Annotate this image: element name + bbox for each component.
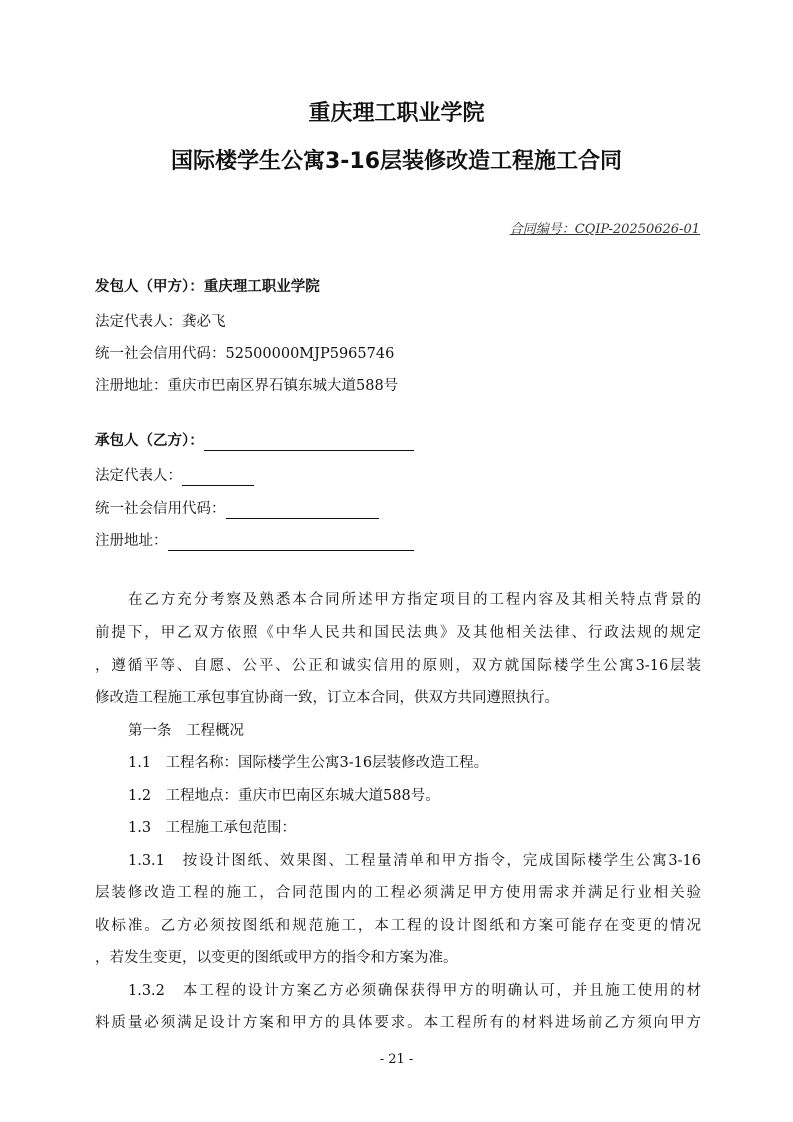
body-line: 1.3.2 本工程的设计方案乙方必须确保获得甲方的明确认可，并且施工使用的材 <box>128 983 701 999</box>
body-line: ，遵循平等、自愿、公平、公正和诚实信用的原则，双方就国际楼学生公寓3-16层装 <box>95 658 701 674</box>
body-line: ，若发生变更，以变更的图纸或甲方的指令和方案为准。 <box>95 950 458 966</box>
article-heading: 第一条 工程概况 <box>128 723 244 739</box>
party-b-rep-label: 法定代表人： <box>95 468 182 484</box>
party-a-rep: 法定代表人：龚必飞 <box>95 314 226 330</box>
body-line: 前提下，甲乙双方依照《中华人民共和国民法典》及其他相关法律、行政法规的规定 <box>95 625 701 641</box>
body-line: 在乙方充分考察及熟悉本合同所述甲方指定项目的工程内容及其相关特点背景的 <box>128 592 701 608</box>
party-a-address: 注册地址：重庆市巴南区界石镇东城大道588号 <box>95 378 399 394</box>
party-b-address-blank <box>168 534 414 551</box>
party-b-credit-blank <box>226 502 379 519</box>
party-b-credit <box>95 499 701 519</box>
party-b-address <box>95 531 701 551</box>
party-b-rep <box>95 466 701 486</box>
party-b-heading-label: 承包人（乙方）： <box>95 433 204 449</box>
title-institution: 重庆理工职业学院 <box>308 101 485 126</box>
party-b-heading <box>95 431 701 451</box>
body-line: 1.2 工程地点：重庆市巴南区东城大道588号。 <box>128 788 440 804</box>
body-line: 1.3 工程施工承包范围： <box>128 820 297 836</box>
page-number: - 21 - <box>379 1052 414 1067</box>
body-line: 1.1 工程名称：国际楼学生公寓3-16层装修改造工程。 <box>128 755 489 771</box>
body-line: 料质量必须满足设计方案和甲方的具体要求。本工程所有的材料进场前乙方须向甲方 <box>95 1015 701 1031</box>
contract-number: 合同编号：CQIP-20250626-01 <box>509 222 700 237</box>
title-contract: 国际楼学生公寓3-16层装修改造工程施工合同 <box>170 149 623 174</box>
party-a-heading: 发包人（甲方）：重庆理工职业学院 <box>95 279 320 295</box>
body-line: 1.3.1 按设计图纸、效果图、工程量清单和甲方指令，完成国际楼学生公寓3-16 <box>128 853 701 869</box>
party-b-credit-label: 统一社会信用代码： <box>95 501 226 517</box>
body-line: 层装修改造工程的施工，合同范围内的工程必须满足甲方使用需求并满足行业相关验 <box>95 885 701 901</box>
party-b-name-blank <box>204 434 414 451</box>
party-b-rep-blank <box>182 469 254 486</box>
party-a-credit: 统一社会信用代码：52500000MJP5965746 <box>95 346 395 362</box>
body-line: 修改造工程施工承包事宜协商一致，订立本合同，供双方共同遵照执行。 <box>95 690 559 706</box>
body-line: 收标准。乙方必须按图纸和规范施工，本工程的设计图纸和方案可能存在变更的情况 <box>95 918 701 934</box>
party-b-address-label: 注册地址： <box>95 533 168 549</box>
